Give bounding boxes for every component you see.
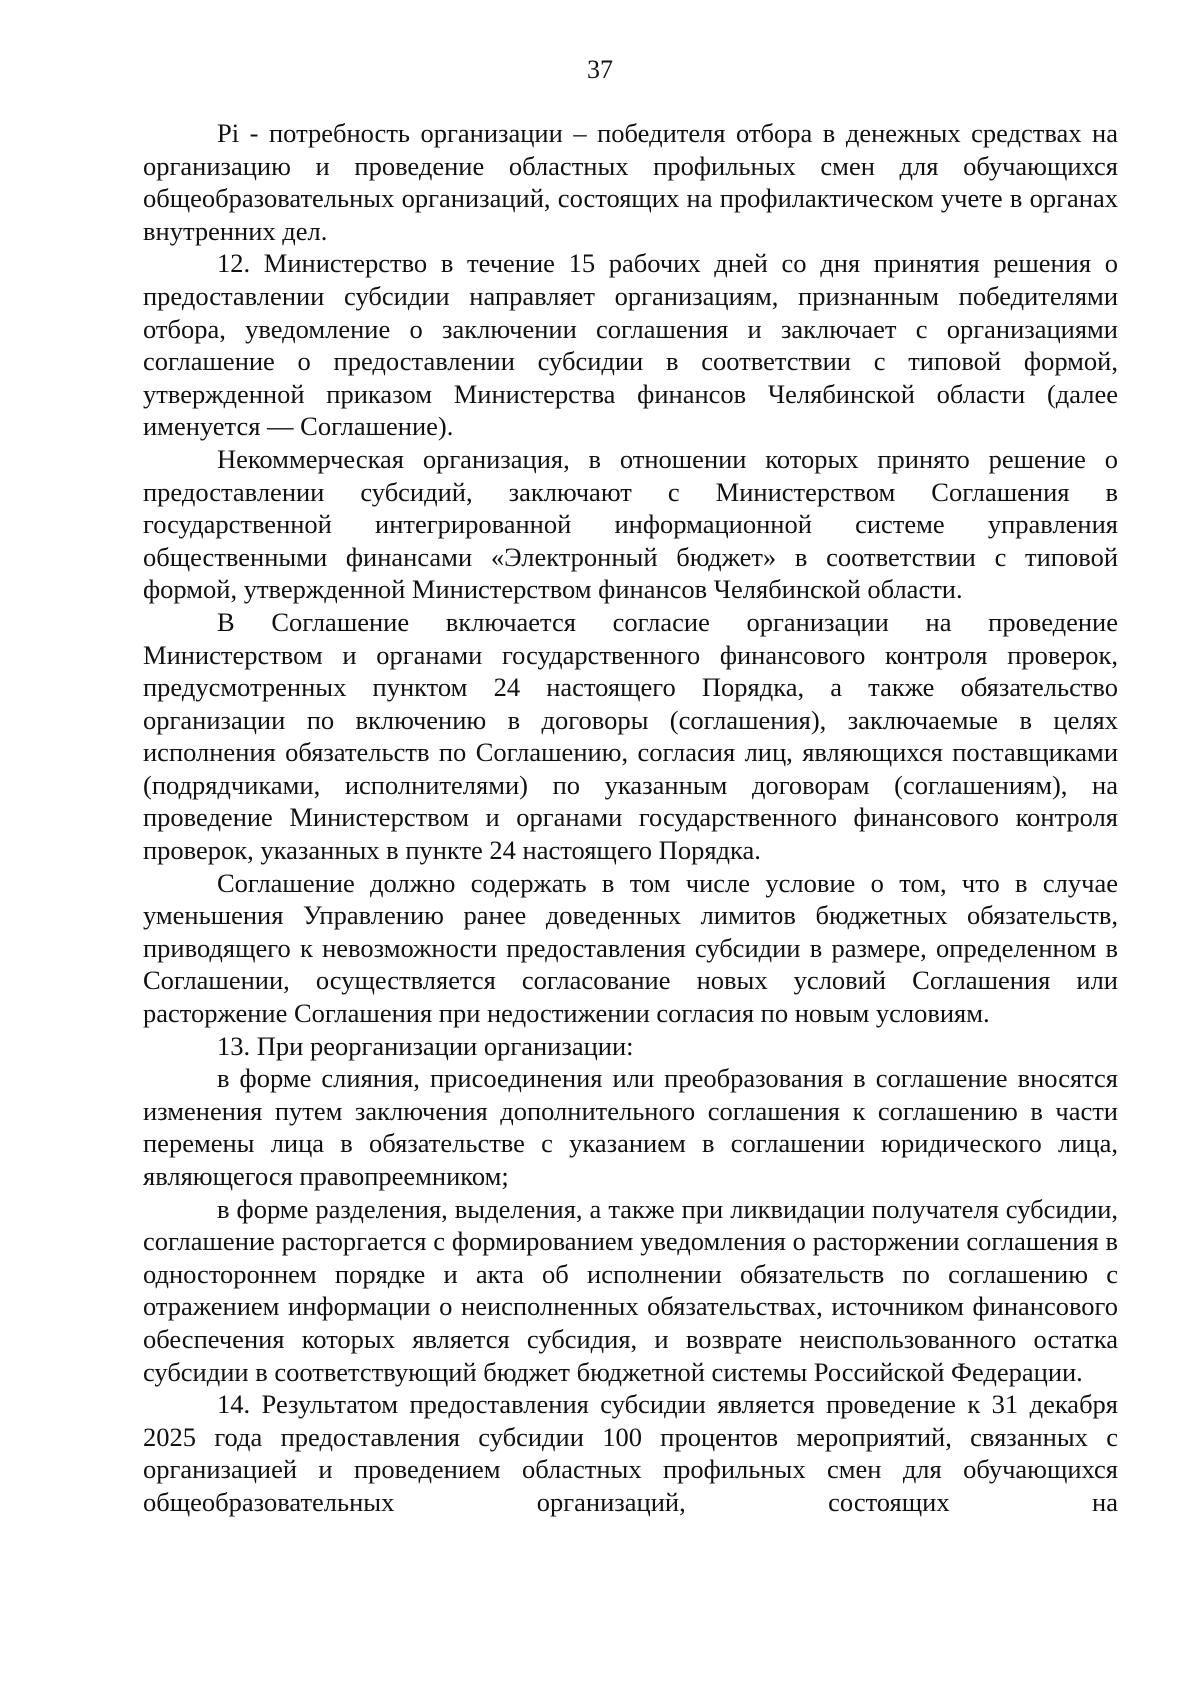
paragraph-clause-14: 14. Результатом предоставления субсидии является проведение к 31 декабря 2025 года предоставления субсидии 100 процентов мероприятий, связанных с организацией и проведением областных профильных смен для обучающихся общеобразовательных организаций, состоящих на [143, 1389, 1118, 1517]
document-body [143, 117, 1118, 1519]
paragraph-clause-13: 13. При реорганизации организации: [217, 1030, 634, 1061]
paragraph-merger: в форме слияния, присоединения или преобразования в соглашение вносятся изменения путем заключения дополнительного соглашения к соглашению в части перемены лица в обязательстве с указанием в соглашении юридического лица, являющегося правопреемником; [143, 1063, 1118, 1191]
paragraph-electronic-budget: Некоммерческая организация, в отношении которых принято решение о предоставлении субсидий, заключают с Министерством Соглашения в государственной интегрированной информационной системе управления общественными финансами «Электронный бюджет» в соответствии с типовой формой, утвержденной Министерством финансов Челябинской области. [143, 443, 1118, 605]
paragraph-control-consent: В Соглашение включается согласие организации на проведение Министерством и органами государственного финансового контроля проверок, предусмотренных пунктом 24 настоящего Порядка, а также обязательство организации по включению в договоры (соглашения), заключаемые в целях исполнения обязательств по Соглашению, согласия лиц, являющихся поставщиками (подрядчиками, исполнителями) по указанным договорам (соглашениям), на проведение Министерством и органами государственного финансового контроля проверок, указанных в пункте 24 настоящего Порядка. [143, 606, 1118, 866]
paragraph-pi-definition: Pi - потребность организации – победителя отбора в денежных средствах на организацию и проведение областных профильных смен для обучающихся общеобразовательных организаций, состоящих на профилактическом учете в органах внутренних дел. [143, 118, 1118, 246]
paragraph-limits-reduction: Соглашение должно содержать в том числе условие о том, что в случае уменьшения Управлению ранее доведенных лимитов бюджетных обязательств, приводящего к невозможности предоставления субсидии в размере, определенном в Соглашении, осуществляется согласование новых условий Соглашения или расторжение Соглашения при недостижении согласия по новым условиям. [143, 867, 1118, 1029]
page-number: 37 [587, 55, 613, 84]
paragraph-clause-12: 12. Министерство в течение 15 рабочих дней со дня принятия решения о предоставлении субсидии направляет организациям, признанным победителями отбора, уведомление о заключении соглашения и заключает с организациями соглашение о предоставлении субсидии в соответствии с типовой формой, утвержденной приказом Министерства финансов Челябинской области (далее именуется — Соглашение). [143, 248, 1118, 442]
paragraph-division-liquidation: в форме разделения, выделения, а также при ликвидации получателя субсидии, соглашение расторгается с формированием уведомления о расторжении соглашения в одностороннем порядке и акта об исполнении обязательств по соглашению с отражением информации о неисполненных обязательствах, источником финансового обеспечения которых является субсидия, и возврате неиспользованного остатка субсидии в соответствующий бюджет бюджетной системы Российской Федерации. [143, 1193, 1118, 1387]
